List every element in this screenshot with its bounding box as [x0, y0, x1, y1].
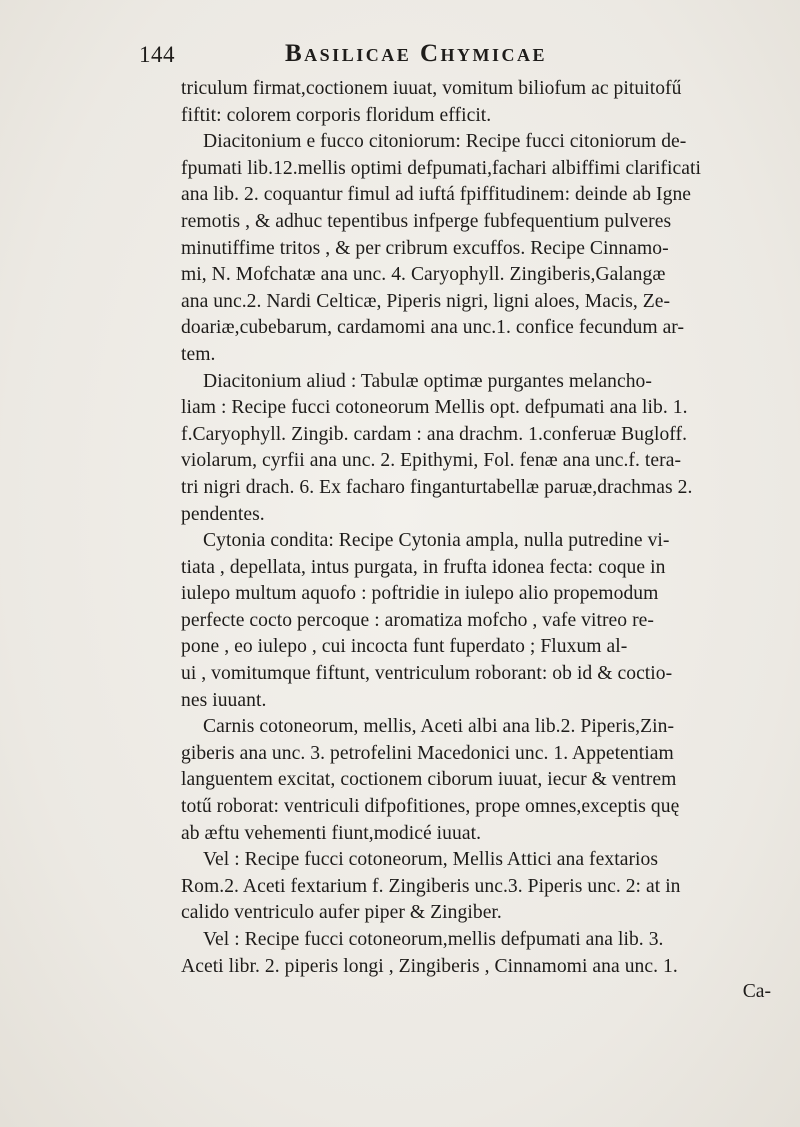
text-line: triculum firmat,coctionem iuuat, vomitum biliofum ac pituitofű [181, 78, 682, 99]
text-line: tri nigri drach. 6. Ex facharo finganturtabellæ paruæ,drachmas 2. [181, 476, 693, 498]
page-header [125, 40, 765, 70]
text-line: fpumati lib.12.mellis optimi defpumati,fachari albiffimi clarificati [181, 157, 701, 179]
text-line: iulepo multum aquofo : poftridie in iulepo alio propemodum [181, 583, 659, 605]
text-line: Vel : Recipe fucci cotoneorum, Mellis Attici ana fextarios [203, 849, 659, 871]
text-line: Carnis cotoneorum, mellis, Aceti albi ana lib.2. Piperis,Zin- [203, 716, 675, 738]
text-line: minutiffime tritos , & per cribrum excuffos. Recipe Cinnamo- [181, 237, 669, 259]
body-text [181, 76, 781, 1004]
text-line: Rom.2. Aceti fextarium f. Zingiberis unc.3. Piperis unc. 2: at in [181, 875, 681, 897]
catchword: Ca- [742, 981, 771, 1003]
text-line: giberis ana unc. 3. petrofelini Macedonici unc. 1. Appetentiam [181, 742, 674, 764]
text-line: ana lib. 2. coquantur fimul ad iuftá fpiffitudinem: deinde ab Igne [181, 184, 692, 206]
running-head: Basilicae Chymicae [285, 40, 548, 67]
text-line: mi, N. Mofchatæ ana unc. 4. Caryophyll. Zingiberis,Galangæ [181, 264, 666, 286]
text-line: fiftit: colorem corporis floridum efficit. [181, 104, 492, 126]
text-line: Aceti libr. 2. piperis longi , Zingiberis , Cinnamomi ana unc. 1. [181, 955, 678, 977]
text-line: totű roborat: ventriculi difpofitiones, prope omnes,exceptis quę [181, 796, 680, 818]
text-line: Cytonia condita: Recipe Cytonia ampla, nulla putredine vi- [203, 530, 670, 552]
text-line: languentem excitat, coctionem ciborum iuuat, iecur & ventrem [181, 769, 677, 791]
text-line: f.Caryophyll. Zingib. cardam : ana drachm. 1.conferuæ Bugloff. [181, 423, 688, 445]
text-line: pone , eo iulepo , cui incocta funt fuperdato ; Fluxum al- [181, 636, 628, 658]
text-line: liam : Recipe fucci cotoneorum Mellis opt. defpumati ana lib. 1. [181, 397, 688, 419]
text-line: ui , vomitumque fiftunt, ventriculum roborant: ob id & coctio- [181, 663, 673, 685]
text-line: remotis , & adhuc tepentibus infperge fubfequentium pulveres [181, 210, 672, 232]
text-line: perfecte cocto percoque : aromatiza mofcho , vafe vitreo re- [181, 609, 654, 631]
text-line: tem. [181, 343, 216, 365]
text-line: ab æftu vehementi fiunt,modicé iuuat. [181, 822, 482, 844]
text-line: ana unc.2. Nardi Celticæ, Piperis nigri, ligni aloes, Macis, Ze- [181, 290, 671, 312]
page-number: 144 [139, 42, 175, 67]
text-line: tiata , depellata, intus purgata, in frufta idonea fecta: coque in [181, 556, 666, 578]
text-line: doariæ,cubebarum, cardamomi ana unc.1. confice fecundum ar- [181, 317, 685, 339]
text-line: violarum, cyrfii ana unc. 2. Epithymi, Fol. fenæ ana unc.f. tera- [181, 450, 682, 472]
text-line: pendentes. [181, 503, 265, 525]
text-line: nes iuuant. [181, 689, 267, 711]
text-line: Diacitonium aliud : Tabulæ optimæ purgantes melancho- [203, 370, 652, 392]
text-line: Vel : Recipe fucci cotoneorum,mellis defpumati ana lib. 3. [203, 929, 664, 950]
text-line: calido ventriculo aufer piper & Zingiber. [181, 902, 502, 924]
text-line: Diacitonium e fucco citoniorum: Recipe fucci citoniorum de- [203, 131, 687, 153]
